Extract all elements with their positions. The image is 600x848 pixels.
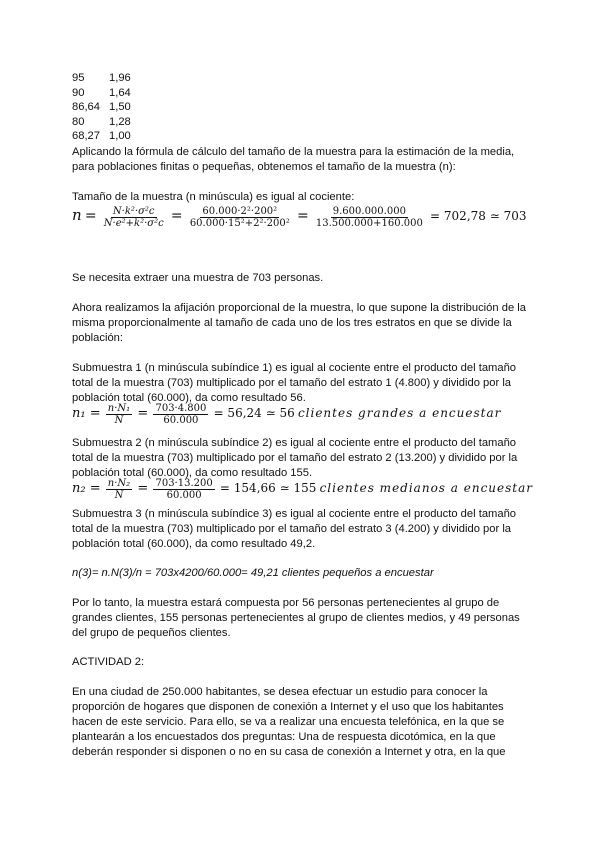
allocation-line: misma proporcionalmente al tamaño de cada uno de los tres estratos en que se divide la	[72, 317, 512, 329]
subsample-1-line: Submuestra 1 (n minúscula subíndice 1) es igual al cociente entre el producto del tamaño	[72, 362, 517, 374]
z-cell: 1,64	[109, 86, 131, 99]
sample-size-label: Tamaño de la muestra (n minúscula) es igual al cociente:	[72, 191, 355, 203]
subsample-3-line: total de la muestra (703) multiplicado por el tamaño del estrato 3 (4.200) y dividido por la	[72, 523, 512, 535]
activity-line: hacen de este servicio. Para ello, se va a realizar una encuesta telefónica, en la que se	[72, 716, 505, 728]
fraction-denominator: N	[114, 415, 124, 426]
fraction-numerator: N·k²·σ²c	[112, 206, 155, 217]
fraction-denominator: N·e²+k²·σ²c	[103, 218, 164, 229]
intro-line: Aplicando la fórmula de cálculo del tamaño de la muestra para la estimación de la media,	[72, 146, 515, 158]
z-cell: 1,28	[109, 115, 131, 128]
activity-line: deberán responder si disponen o no en su casa de conexión a Internet y otra, en la que	[72, 746, 506, 758]
subsample-3-formula: n(3)= n.N(3)/n = 703x4200/60.000= 49,21 clientes pequeños a encuestar	[72, 567, 434, 579]
fraction-denominator: 60.000	[163, 415, 199, 426]
fraction-denominator: 13.500.000+160.000	[315, 218, 423, 229]
fraction-denominator: 60.000·15²+2²·200²	[189, 218, 290, 229]
subsample-3-line: población total (60.000), da como resultado 49,2.	[72, 538, 316, 550]
table-row	[72, 71, 131, 86]
formula-fraction	[102, 206, 166, 229]
formula-result: = 154,66 ≃ 155	[219, 481, 317, 495]
z-cell: 1,00	[109, 130, 131, 143]
subsample-1-line: total de la muestra (703) multiplicado por el tamaño del estrato 1 (4.800) y dividido por la	[72, 377, 512, 389]
confidence-cell: 80	[72, 115, 85, 128]
sample-size-formula	[72, 206, 527, 229]
fraction-denominator: 60.000	[166, 490, 202, 501]
table-row	[72, 129, 131, 144]
subsample-2-line: Submuestra 2 (n minúscula subíndice 2) es igual al cociente entre el producto del tamaño	[72, 437, 517, 449]
formula-fraction	[188, 206, 292, 229]
table-row	[72, 100, 131, 115]
formula-fraction	[314, 206, 425, 229]
table-row	[72, 115, 131, 130]
subsample-3-line: Submuestra 3 (n minúscula subíndice 3) es igual al cociente entre el producto del tamaño	[72, 508, 517, 520]
fraction-numerator: 60.000·2²·200²	[202, 206, 278, 217]
formula-fraction	[106, 403, 132, 426]
table-row	[72, 86, 131, 101]
z-cell: 1,96	[109, 72, 131, 84]
equals-sign: =	[137, 406, 149, 421]
confidence-cell: 68,27	[72, 130, 100, 143]
equals-sign: =	[296, 208, 309, 224]
formula-lhs: n₁ =	[72, 406, 101, 421]
activity-line: En una ciudad de 250.000 habitantes, se desea efectuar un estudio para conocer la	[72, 686, 488, 698]
equals-sign: =	[170, 208, 183, 224]
z-value-table	[72, 71, 131, 144]
allocation-line: Ahora realizamos la afijación proporcional de la muestra, lo que supone la distribución de la	[72, 302, 526, 314]
activity-heading: ACTIVIDAD 2:	[72, 656, 145, 668]
confidence-cell: 95	[72, 72, 85, 84]
z-cell: 1,50	[109, 101, 131, 114]
activity-line: plantearán a los encuestados dos preguntas: Una de respuesta dicotómica, en la que	[72, 731, 496, 743]
sample-needed-sentence: Se necesita extraer una muestra de 703 personas.	[72, 272, 324, 284]
fraction-numerator: n·N₂	[107, 478, 131, 489]
conclusion-line: grandes clientes, 155 personas pertenecientes al grupo de clientes medios, y 49 personas	[72, 612, 520, 624]
conclusion-line: del grupo de pequeños clientes.	[72, 627, 231, 639]
formula-label: clientes grandes a encuestar	[297, 406, 502, 420]
formula-fraction	[153, 403, 208, 426]
fraction-numerator: 703·4.800	[155, 403, 207, 414]
equals-sign: =	[84, 208, 97, 224]
formula-result: = 702,78 ≃ 703	[430, 209, 527, 223]
subsample-2-formula	[72, 478, 533, 501]
formula-lhs: n	[72, 206, 82, 224]
fraction-numerator: n·N₁	[107, 403, 131, 414]
fraction-numerator: 703·13.200	[155, 478, 213, 489]
confidence-cell: 86,64	[72, 101, 100, 114]
formula-lhs: n₂ =	[72, 481, 101, 496]
confidence-cell: 90	[72, 86, 85, 99]
formula-result: = 56,24 ≃ 56	[213, 406, 295, 420]
intro-line: para poblaciones finitas o pequeñas, obtenemos el tamaño de la muestra (n):	[72, 161, 456, 173]
equals-sign: =	[137, 481, 149, 496]
formula-fraction	[106, 478, 132, 501]
conclusion-line: Por lo tanto, la muestra estará compuesta por 56 personas pertenecientes al grupo de	[72, 597, 500, 609]
allocation-line: población:	[72, 332, 124, 344]
fraction-denominator: N	[114, 490, 124, 501]
formula-fraction	[153, 478, 214, 501]
subsample-1-line: población total (60.000), da como resultado 56.	[72, 392, 306, 404]
fraction-numerator: 9.600.000.000	[332, 206, 406, 217]
subsample-2-line: población total (60.000), da como resultado 155.	[72, 467, 313, 479]
subsample-2-line: total de la muestra (703) multiplicado por el tamaño del estrato 2 (13.200) y dividido por la	[72, 452, 518, 464]
formula-label: clientes medianos a encuestar	[319, 481, 533, 495]
activity-line: proporción de hogares que disponen de conexión a Internet y el uso que los habitantes	[72, 701, 504, 713]
subsample-1-formula	[72, 403, 501, 426]
